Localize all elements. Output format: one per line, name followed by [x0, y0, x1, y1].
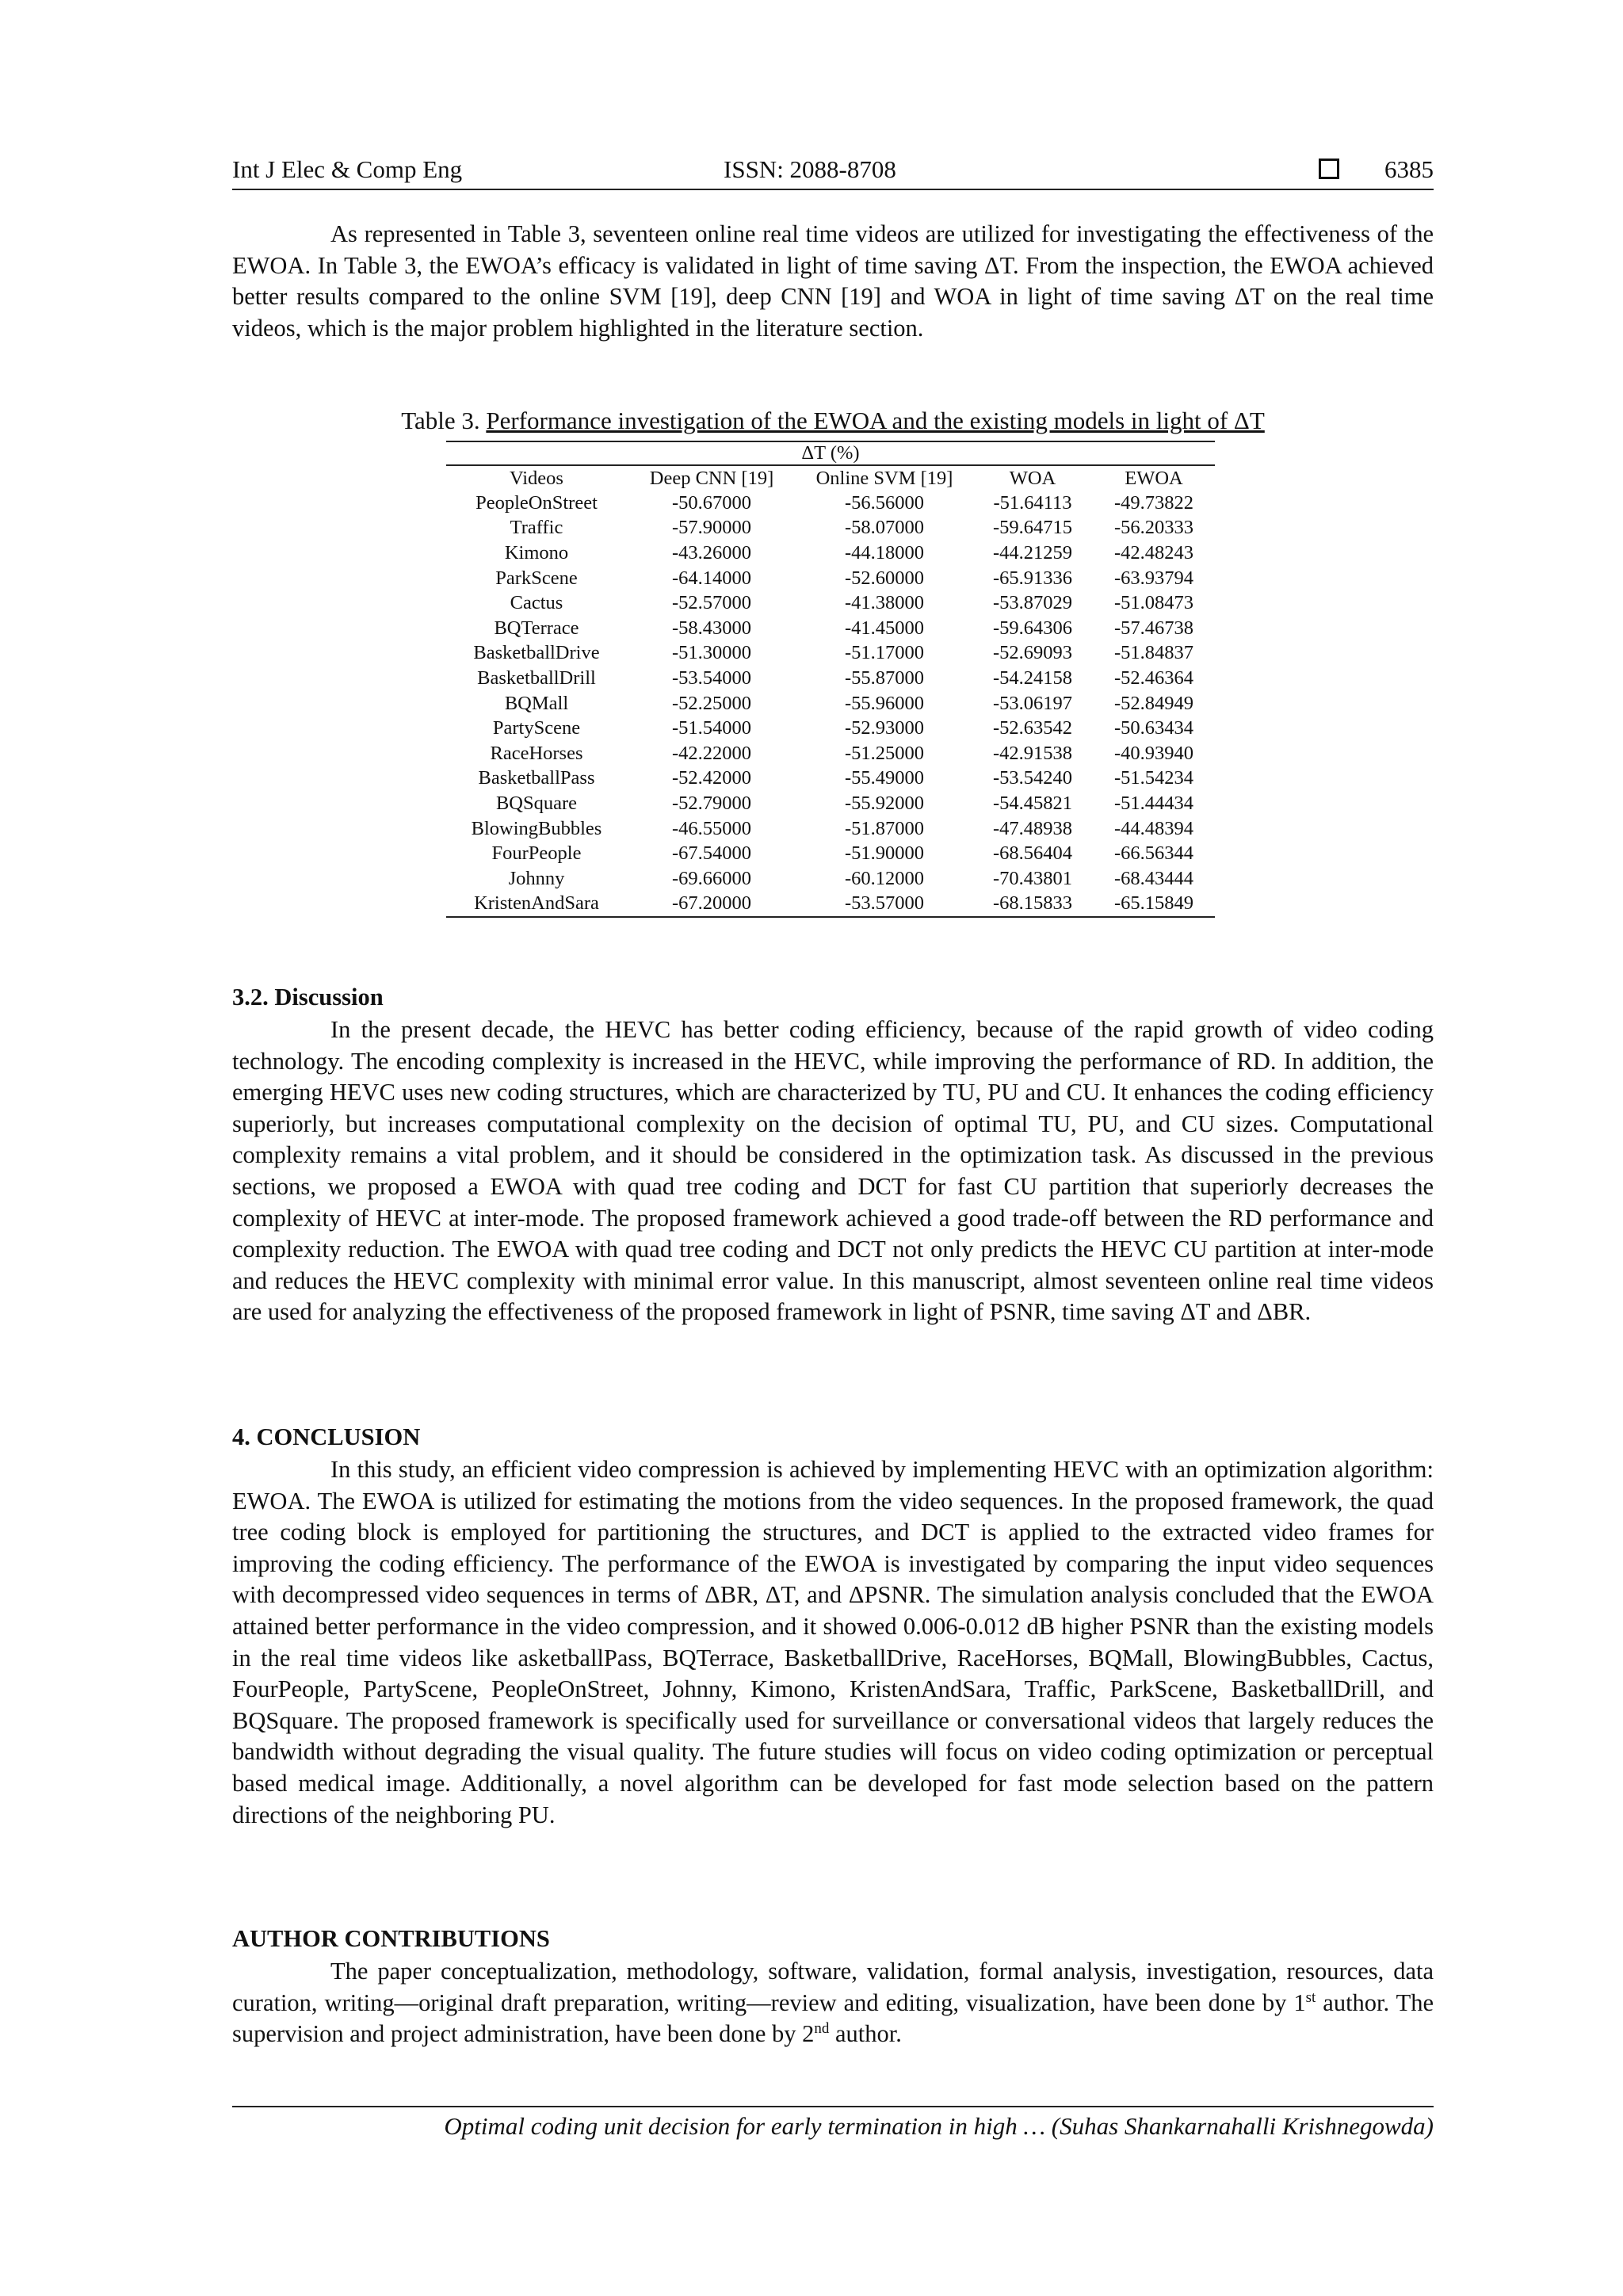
video-name-cell: BasketballDrive [473, 642, 600, 664]
value-cell: -68.15833 [972, 892, 1093, 918]
value-cell: -52.60000 [844, 567, 925, 589]
value-cell: -49.73822 [1113, 491, 1194, 514]
table-group-header: ΔT (%) [446, 441, 1215, 465]
value-cell: -41.38000 [844, 592, 925, 614]
value-cell: -57.46738 [1113, 617, 1194, 639]
video-name-cell: Kimono [504, 541, 569, 563]
page-number: 6385 [1384, 155, 1434, 183]
value-cell: -64.14000 [671, 567, 752, 589]
table-row [446, 616, 1215, 641]
value-cell: -51.54000 [671, 717, 752, 739]
value-cell: -52.42000 [671, 767, 752, 789]
value-cell: -42.22000 [671, 742, 752, 764]
value-cell: -53.06197 [992, 692, 1073, 714]
value-cell: -55.96000 [844, 692, 925, 714]
contributions-text-3: author. [829, 2020, 902, 2048]
value-cell: -53.57000 [796, 892, 972, 918]
value-cell: -60.12000 [844, 867, 925, 889]
table-row [446, 716, 1215, 741]
value-cell: -67.20000 [627, 892, 796, 918]
video-name-cell: BasketballDrill [477, 667, 596, 689]
value-cell: -44.21259 [992, 541, 1073, 563]
value-cell: -52.63542 [992, 717, 1073, 739]
video-name-cell: Traffic [510, 517, 563, 539]
table-caption-prefix: Table 3. [401, 407, 480, 434]
value-cell: -52.46364 [1113, 667, 1194, 689]
video-name-cell: Johnny [508, 867, 565, 889]
value-cell: -53.54240 [992, 767, 1073, 789]
value-cell: -59.64306 [992, 617, 1073, 639]
table-body [446, 491, 1215, 917]
value-cell: -52.93000 [844, 717, 925, 739]
video-name-cell: BQSquare [495, 792, 578, 814]
value-cell: -51.87000 [844, 817, 925, 839]
value-cell: -42.48243 [1113, 541, 1194, 563]
superscript-1: st [1305, 1988, 1316, 2006]
value-cell: -53.54000 [671, 667, 752, 689]
value-cell: -66.56344 [1113, 842, 1194, 865]
conclusion-paragraph: In this study, an efficient video compression is achieved by implementing HEVC with an optimization algorithm: EWOA. The EWOA is utilized for estimating the motions from the video sequences. In the proposed framework, the quad tree coding block is employed for partitioning the structures, and DCT is applied to the extracted video frames for improving the coding efficiency. The performance of the EWOA is investigated by comparing the input video sequences with decompressed video sequences in terms of ΔBR, ΔT, and ΔPSNR. The simulation analysis concluded that the EWOA attained better performance in the video compression, and it showed 0.006-0.012 dB higher PSNR than the existing models in the real time videos like asketballPass, BQTerrace, BasketballDrive, RaceHorses, BQMall, BlowingBubbles, Cactus, FourPeople, PartyScene, PeopleOnStreet, Johnny, Kimono, KristenAndSara, Traffic, ParkScene, BasketballDrill, and BQSquare. The proposed framework is specifically used for surveillance or conversational videos that largely reduces the bandwidth without degrading the visual quality. The future studies will focus on video coding optimization or perceptual based medical image. Additionally, a novel algorithm can be developed for fast mode selection based on the pattern directions of the neighboring PU. [232, 1456, 1434, 1828]
column-header: EWOA [1125, 467, 1183, 489]
value-cell: -52.69093 [992, 642, 1073, 664]
video-name-cell: PartyScene [492, 717, 581, 739]
value-cell: -53.87029 [992, 592, 1073, 614]
value-cell: -58.07000 [844, 517, 925, 539]
column-header: Deep CNN [19] [649, 467, 774, 489]
video-name-cell: BQTerrace [494, 617, 579, 639]
value-cell: -54.45821 [992, 792, 1073, 814]
column-header: Videos [510, 467, 563, 489]
column-header: Online SVM [19] [815, 467, 953, 489]
square-icon [1319, 159, 1339, 179]
video-name-cell: BasketballPass [478, 767, 595, 789]
value-cell: -70.43801 [992, 867, 1073, 889]
table-row [446, 516, 1215, 541]
value-cell: -51.64113 [993, 491, 1072, 514]
table-row [446, 841, 1215, 866]
value-cell: -55.49000 [844, 767, 925, 789]
table-row [446, 491, 1215, 516]
value-cell: -43.26000 [671, 541, 752, 563]
value-cell: -65.91336 [992, 567, 1073, 589]
table-row [446, 691, 1215, 716]
running-header [232, 155, 1434, 190]
value-cell: -46.55000 [671, 817, 752, 839]
value-cell: -59.64715 [992, 517, 1073, 539]
value-cell: -69.66000 [671, 867, 752, 889]
running-footer: Optimal coding unit decision for early termination in high … (Suhas Shankarnahalli Krishnegowda) [444, 2112, 1434, 2140]
value-cell: -63.93794 [1113, 567, 1194, 589]
discussion-heading: 3.2. Discussion [232, 984, 384, 1010]
value-cell: -40.93940 [1113, 742, 1194, 764]
results-table [446, 441, 1215, 918]
value-cell: -65.15849 [1093, 892, 1215, 918]
value-cell: -44.18000 [844, 541, 925, 563]
value-cell: -54.24158 [992, 667, 1073, 689]
value-cell: -55.87000 [844, 667, 925, 689]
value-cell: -51.54234 [1113, 767, 1194, 789]
table-row [446, 741, 1215, 766]
contributions-heading: AUTHOR CONTRIBUTIONS [232, 1925, 550, 1952]
table-caption-text: Performance investigation of the EWOA and the existing models in light of ΔT [486, 407, 1265, 434]
table-caption [232, 407, 1434, 435]
video-name-cell: PeopleOnStreet [475, 491, 598, 514]
video-name-cell: ParkScene [495, 567, 578, 589]
table-row [446, 791, 1215, 816]
value-cell: -44.48394 [1113, 817, 1194, 839]
value-cell: -57.90000 [671, 517, 752, 539]
contributions-paragraph [232, 1956, 1434, 2050]
column-header: WOA [1009, 467, 1056, 489]
value-cell: -56.20333 [1113, 517, 1194, 539]
video-name-cell: BlowingBubbles [471, 817, 602, 839]
video-name-cell: KristenAndSara [446, 892, 627, 918]
contributions-text-2: author. The supervision and project administration, have been done by 2 [232, 1988, 1434, 2048]
value-cell: -58.43000 [671, 617, 752, 639]
value-cell: -42.91538 [992, 742, 1073, 764]
value-cell: -51.17000 [844, 642, 925, 664]
video-name-cell: Cactus [510, 592, 563, 614]
intro-paragraph: As represented in Table 3, seventeen online real time videos are utilized for investigating the effectiveness of the EWOA. In Table 3, the EWOA’s efficacy is validated in light of time saving ΔT. From the inspection, the EWOA achieved better results compared to the online SVM [19], deep CNN [19] and WOA in light of time saving ΔT on the real time videos, which is the major problem highlighted in the literature section. [232, 220, 1434, 342]
value-cell: -50.63434 [1113, 717, 1194, 739]
value-cell: -56.56000 [844, 491, 925, 514]
journal-name: Int J Elec & Comp Eng [232, 155, 463, 183]
table-row [446, 641, 1215, 667]
value-cell: -52.79000 [671, 792, 752, 814]
table-row [446, 892, 1215, 918]
video-name-cell: FourPeople [491, 842, 582, 865]
value-cell: -67.54000 [671, 842, 752, 865]
value-cell: -52.84949 [1113, 692, 1194, 714]
value-cell: -52.57000 [671, 592, 752, 614]
table-column-headers [446, 465, 1215, 491]
table-row [446, 866, 1215, 892]
video-name-cell: BQMall [504, 692, 569, 714]
value-cell: -51.44434 [1113, 792, 1194, 814]
table-row [446, 766, 1215, 792]
value-cell: -41.45000 [844, 617, 925, 639]
table-row [446, 541, 1215, 566]
table-row [446, 590, 1215, 616]
video-name-cell: RaceHorses [490, 742, 583, 764]
value-cell: -47.48938 [992, 817, 1073, 839]
discussion-paragraph: In the present decade, the HEVC has better coding efficiency, because of the rapid growth of video coding technology. The encoding complexity is increased in the HEVC, while improving the performance of RD. In addition, the emerging HEVC uses new coding structures, which are characterized by TU, PU and CU. It enhances the coding efficiency superiorly, but increases computational complexity on the decision of optimal TU, PU, and CU sizes. Computational complexity remains a vital problem, and it should be considered in the optimization task. As discussed in the previous sections, we proposed a EWOA with quad tree coding and DCT for fast CU partition that superiorly decreases the complexity of HEVC at inter-mode. The proposed framework achieved a good trade-off between the RD performance and complexity reduction. The EWOA with quad tree coding and DCT not only predicts the HEVC CU partition at inter-mode and reduces the HEVC complexity with minimal error value. In this manuscript, almost seventeen online real time videos are used for analyzing the effectiveness of the proposed framework in light of PSNR, time saving ΔT and ΔBR. [232, 1016, 1434, 1326]
table-row [446, 816, 1215, 842]
value-cell: -50.67000 [671, 491, 752, 514]
value-cell: -51.84837 [1113, 642, 1194, 664]
value-cell: -51.25000 [844, 742, 925, 764]
table-row [446, 566, 1215, 591]
value-cell: -52.25000 [671, 692, 752, 714]
value-cell: -51.08473 [1113, 592, 1194, 614]
value-cell: -51.90000 [844, 842, 925, 865]
value-cell: -68.56404 [992, 842, 1073, 865]
footer-divider [232, 2106, 1434, 2107]
value-cell: -55.92000 [844, 792, 925, 814]
value-cell: -68.43444 [1113, 867, 1194, 889]
value-cell: -51.30000 [671, 642, 752, 664]
superscript-2: nd [814, 2020, 830, 2038]
conclusion-heading: 4. CONCLUSION [232, 1423, 421, 1450]
issn: ISSN: 2088-8708 [724, 155, 896, 183]
table-row [446, 666, 1215, 691]
contributions-text-1: The paper conceptualization, methodology, software, validation, formal analysis, investigation, resources, data curation, writing—original draft preparation, writing—review and editing, visualization, have been done by 1 [232, 1958, 1434, 2016]
